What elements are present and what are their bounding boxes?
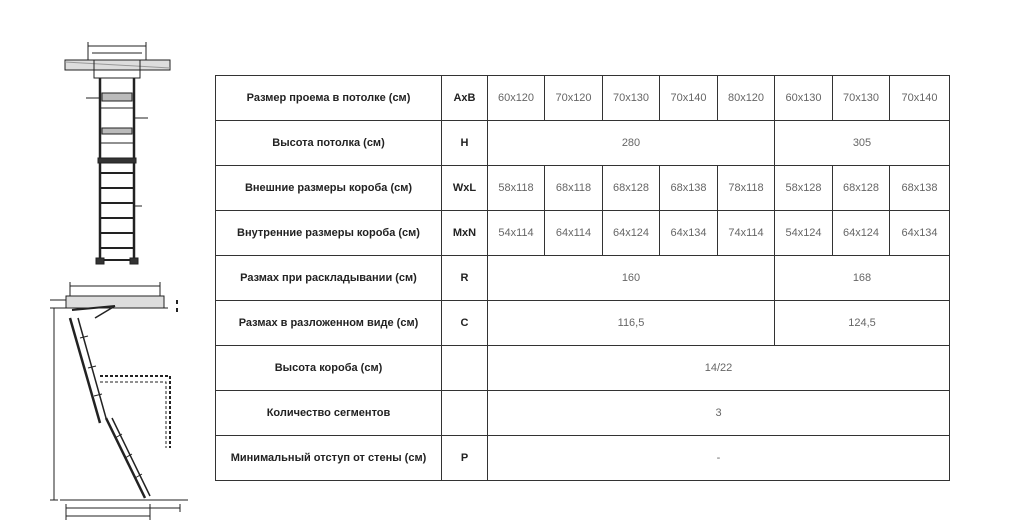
table-row	[216, 166, 950, 211]
value-cell: 60x120	[488, 76, 545, 121]
value-group-cell: 168	[775, 256, 950, 301]
ladder-front-view-drawing	[50, 38, 185, 268]
parameter-symbol: MxN	[442, 211, 488, 256]
table-row	[216, 76, 950, 121]
parameter-label: Размер проема в потолке (см)	[216, 76, 442, 121]
parameter-symbol	[442, 391, 488, 436]
parameter-label: Минимальный отступ от стены (см)	[216, 436, 442, 481]
parameter-label: Размах при раскладывании (см)	[216, 256, 442, 301]
table-row	[216, 436, 950, 481]
parameter-symbol: C	[442, 301, 488, 346]
table-row	[216, 121, 950, 166]
value-all-cell: -	[488, 436, 950, 481]
specifications-table	[215, 75, 950, 481]
specifications-table-body	[216, 76, 950, 481]
value-group-cell: 160	[488, 256, 775, 301]
value-cell: 74x114	[718, 211, 775, 256]
value-cell: 64x134	[660, 211, 718, 256]
value-cell: 70x120	[545, 76, 603, 121]
value-cell: 58x128	[775, 166, 833, 211]
value-cell: 78x118	[718, 166, 775, 211]
value-group-cell: 280	[488, 121, 775, 166]
value-cell: 70x130	[833, 76, 890, 121]
parameter-symbol	[442, 346, 488, 391]
table-row	[216, 301, 950, 346]
value-group-cell: 116,5	[488, 301, 775, 346]
value-cell: 64x124	[603, 211, 660, 256]
value-cell: 64x124	[833, 211, 890, 256]
ladder-side-view-drawing	[40, 278, 200, 520]
value-cell: 54x114	[488, 211, 545, 256]
table-row	[216, 211, 950, 256]
value-cell: 64x134	[890, 211, 950, 256]
table-row	[216, 346, 950, 391]
parameter-label: Внешние размеры короба (см)	[216, 166, 442, 211]
value-cell: 64x114	[545, 211, 603, 256]
value-cell: 60x130	[775, 76, 833, 121]
value-cell: 70x130	[603, 76, 660, 121]
value-cell: 54x124	[775, 211, 833, 256]
value-cell: 68x128	[603, 166, 660, 211]
table-row	[216, 256, 950, 301]
parameter-label: Количество сегментов	[216, 391, 442, 436]
value-cell: 80x120	[718, 76, 775, 121]
parameter-label: Размах в разложенном виде (см)	[216, 301, 442, 346]
value-group-cell: 305	[775, 121, 950, 166]
parameter-symbol: AxB	[442, 76, 488, 121]
value-all-cell: 3	[488, 391, 950, 436]
parameter-symbol: H	[442, 121, 488, 166]
parameter-label: Высота потолка (см)	[216, 121, 442, 166]
value-cell: 58x118	[488, 166, 545, 211]
parameter-label: Высота короба (см)	[216, 346, 442, 391]
value-cell: 68x138	[660, 166, 718, 211]
value-group-cell: 124,5	[775, 301, 950, 346]
value-cell: 68x138	[890, 166, 950, 211]
value-all-cell: 14/22	[488, 346, 950, 391]
parameter-label: Внутренние размеры короба (см)	[216, 211, 442, 256]
value-cell: 70x140	[660, 76, 718, 121]
value-cell: 70x140	[890, 76, 950, 121]
parameter-symbol: WxL	[442, 166, 488, 211]
value-cell: 68x128	[833, 166, 890, 211]
value-cell: 68x118	[545, 166, 603, 211]
parameter-symbol: R	[442, 256, 488, 301]
table-row	[216, 391, 950, 436]
parameter-symbol: P	[442, 436, 488, 481]
